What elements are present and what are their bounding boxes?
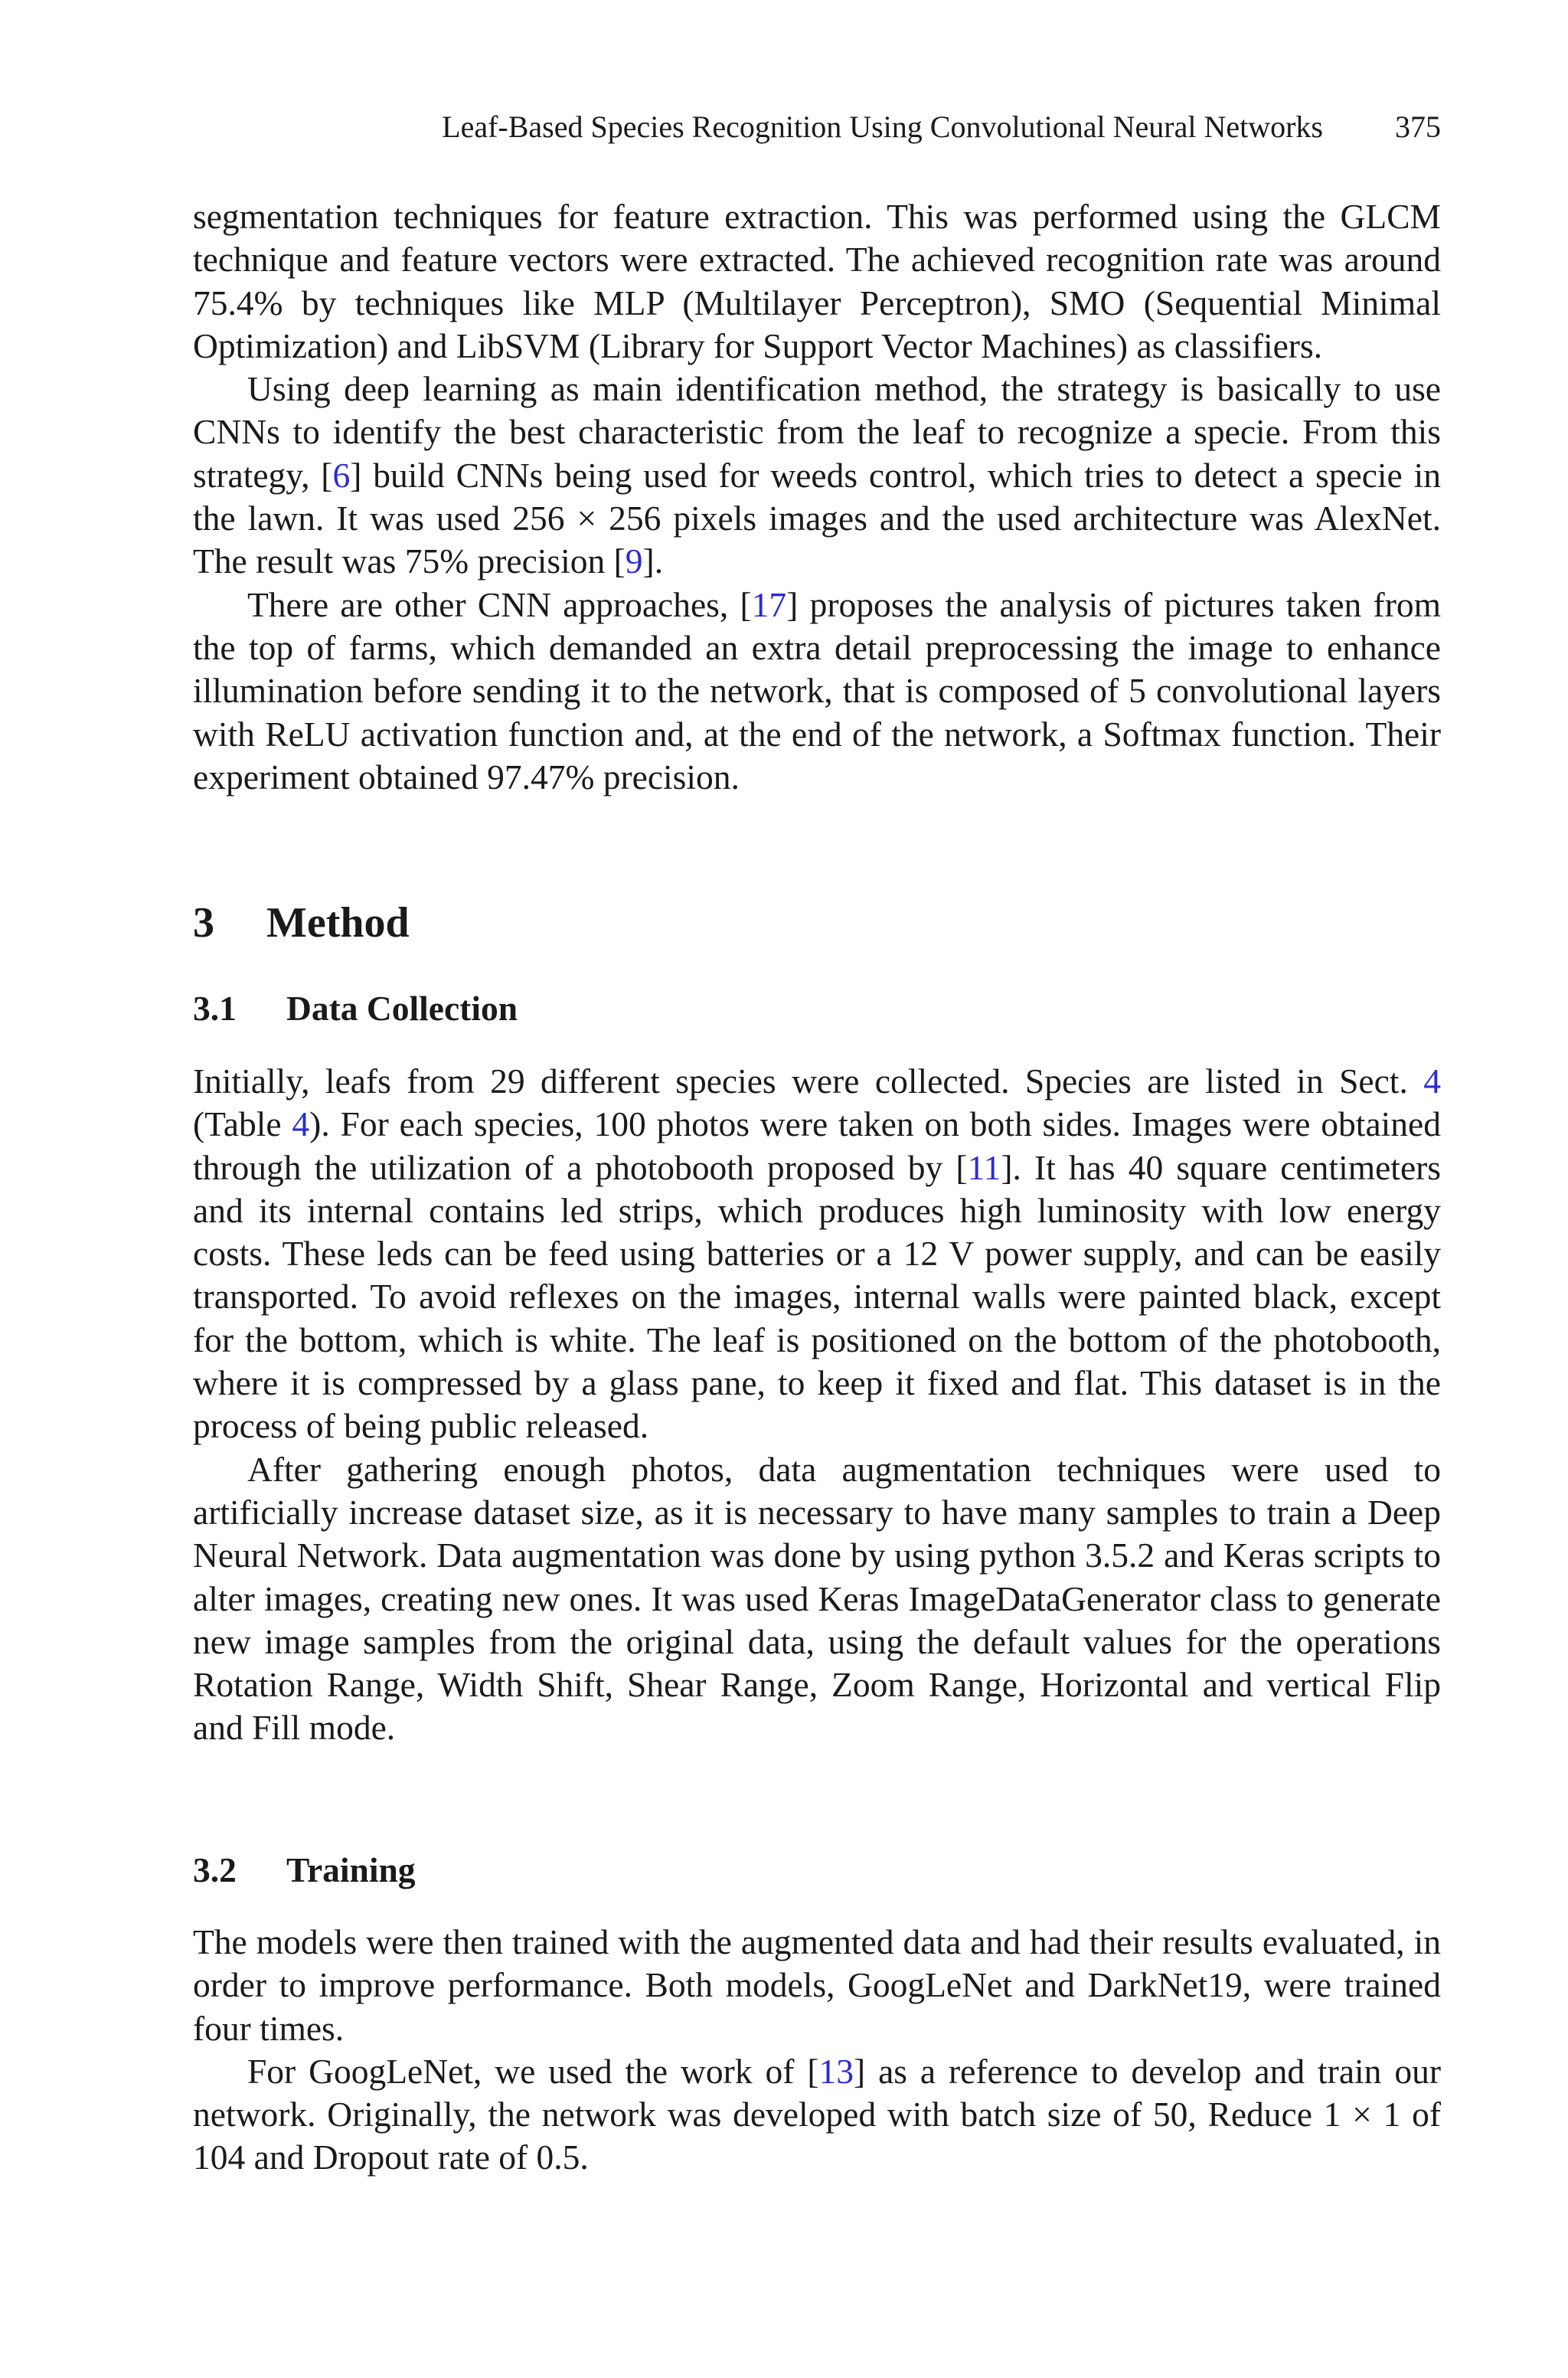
subsection-heading-training — [193, 1849, 416, 1892]
text-span: ]. — [642, 541, 664, 581]
text-span: Initially, leafs from 29 different species were collected. Species are listed in Sect. — [193, 1061, 1424, 1101]
paragraph-deep-learning — [193, 368, 1441, 583]
paragraph-googlenet — [193, 2050, 1441, 2180]
text-span: For GoogLeNet, we used the work of [ — [247, 2051, 819, 2091]
section-title: Method — [266, 899, 410, 947]
citation-link-13[interactable]: 13 — [818, 2051, 854, 2091]
citation-link-6[interactable]: 6 — [332, 455, 351, 495]
text-span: There are other CNN approaches, [ — [247, 584, 752, 624]
running-title: Leaf-Based Species Recognition Using Convolutional Neural Networks — [442, 110, 1323, 144]
citation-link-9[interactable]: 9 — [625, 541, 643, 581]
paragraph-cnn-approaches — [193, 584, 1441, 799]
running-head — [193, 104, 1441, 150]
text-span: ] proposes the analysis of pictures taken from the top of farms, which demanded an extra detail preprocessing the image to enhance illumination before sending it to the network, that is composed of 5 convolutional layers with ReLU activation function and, at the end of the network, a Softmax function. Their experiment obtained 97.47% precision. — [193, 584, 1441, 796]
training-text-block — [193, 1921, 1441, 2180]
data-collection-text-block — [193, 1060, 1441, 1750]
section-number: 3 — [193, 899, 214, 947]
text-span: ]. It has 40 square centimeters and its internal contains led strips, which produces high luminosity with low energy costs. These leds can be feed using batteries or a 12 V power supply, and can be easily transported. To avoid reflexes on the images, internal walls were painted black, except for the bottom, which is white. The leaf is positioned on the bottom of the photobooth, where it is compressed by a glass pane, to keep it fixed and flat. This dataset is in the process of being public released. — [193, 1147, 1441, 1446]
paragraph-data-augmentation: After gathering enough photos, data augmentation techniques were used to artificially increase dataset size, as it is necessary to have many samples to train a Deep Neural Network. Data augmentation was done by using python 3.5.2 and Keras scripts to alter images, creating new ones. It was used Keras ImageDataGenerator class to generate new image samples from the original data, using the default values for the operations Rotation Range, Width Shift, Shear Range, Zoom Range, Horizontal and vertical Flip and Fill mode. — [193, 1449, 1441, 1748]
citation-link-11[interactable]: 11 — [967, 1147, 1001, 1187]
page-number: 375 — [1395, 110, 1441, 144]
citation-link-17[interactable]: 17 — [751, 584, 787, 624]
subsection-title: Data Collection — [286, 989, 518, 1028]
subsection-title: Training — [286, 1850, 416, 1889]
text-span: ). For each species, 100 photos were taken on both sides. Images were obtained through the utilization of a photobooth proposed by [ — [193, 1104, 1441, 1187]
text-span: ] as a reference to develop and train our network. Originally, the network was developed with batch size of 50, Reduce 1 × 1 of 104 and Dropout rate of 0.5. — [193, 2051, 1441, 2177]
paragraph-glcm: segmentation techniques for feature extraction. This was performed using the GLCM technique and feature vectors were extracted. The achieved recognition rate was around 75.4% by techniques like MLP (Multilayer Perceptron), SMO (Sequential Minimal Optimization) and LibSVM (Library for Support Vector Machines) as classifiers. — [193, 197, 1441, 365]
paragraph-species-collection — [193, 1060, 1441, 1448]
table-link-4[interactable]: 4 — [292, 1104, 310, 1144]
paragraph-training-overview: The models were then trained with the augmented data and had their results evaluated, in order to improve performance. Both models, GoogLeNet and DarkNet19, were trained four times. — [193, 1922, 1441, 2048]
text-span: Using deep learning as main identification method, the strategy is basically to use CNNs to identify the best characteristic from the leaf to recognize a specie. From this strategy, [ — [193, 369, 1441, 495]
subsection-number: 3.1 — [193, 989, 237, 1028]
intro-text-block — [193, 195, 1441, 799]
section-link-4[interactable]: 4 — [1423, 1061, 1441, 1101]
text-span: ] build CNNs being used for weeds control, which tries to detect a specie in the lawn. It was used 256 × 256 pixels images and the used architecture was AlexNet. The result was 75% precision [ — [193, 455, 1441, 581]
text-span: (Table — [193, 1104, 292, 1144]
section-heading-method — [193, 896, 410, 950]
subsection-heading-data-collection — [193, 987, 518, 1030]
subsection-number: 3.2 — [193, 1850, 237, 1889]
